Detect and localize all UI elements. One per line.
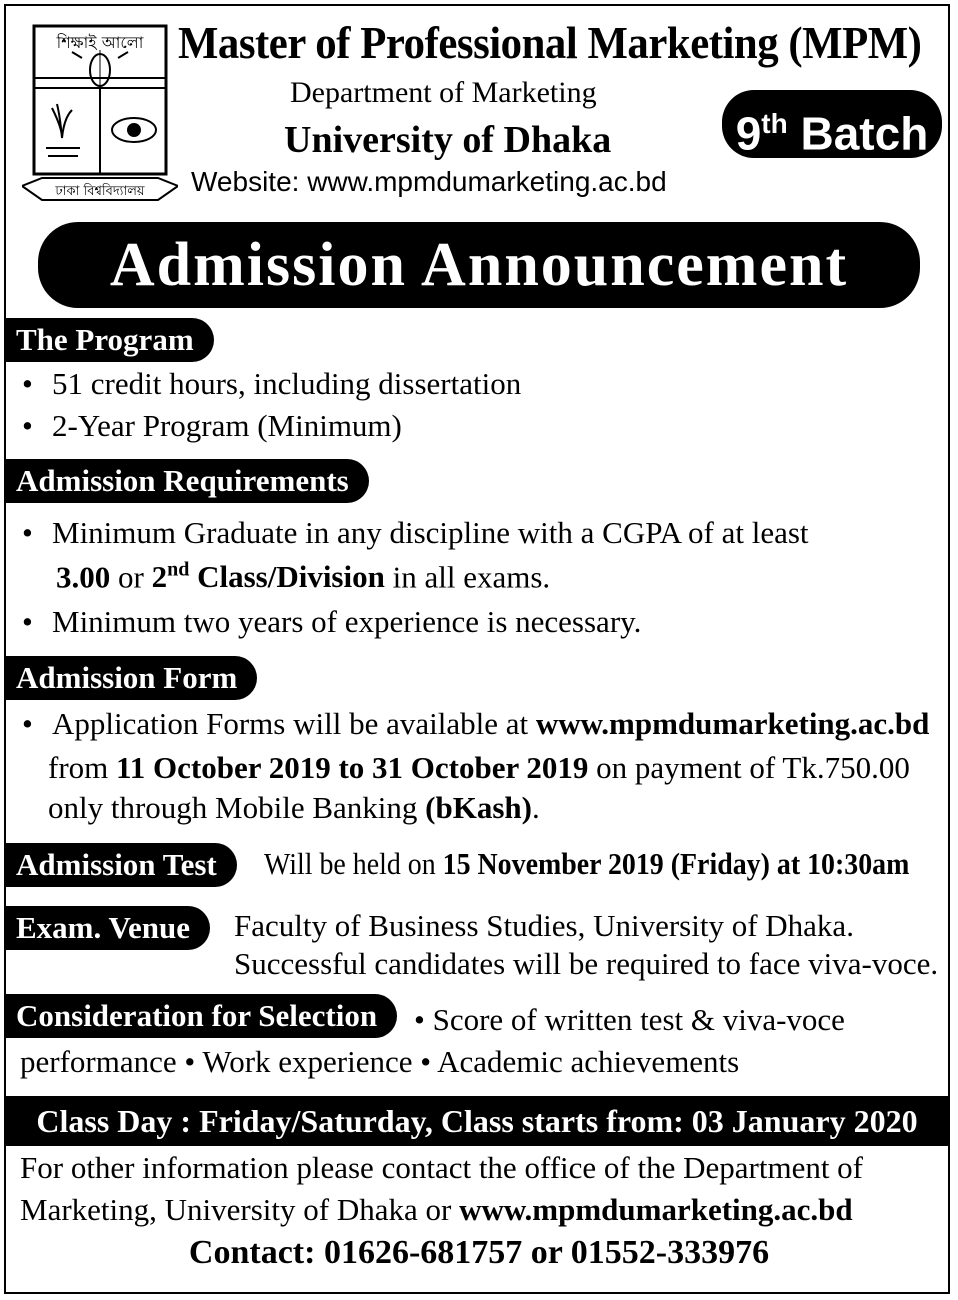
list-item: • 51 credit hours, including dissertation	[22, 366, 522, 401]
requirements-heading: Admission Requirements	[6, 459, 369, 503]
form-line-3: only through Mobile Banking (bKash).	[48, 790, 540, 825]
bkash-text: (bKash)	[425, 790, 532, 825]
form-line-2: from 11 October 2019 to 31 October 2019 on payment of Tk.750.00	[48, 750, 910, 785]
program-title: Master of Professional Marketing (MPM)	[178, 17, 922, 68]
venue-heading: Exam. Venue	[6, 906, 210, 950]
batch-suffix: th	[761, 108, 788, 139]
program-item-1: 51 credit hours, including dissertation	[52, 366, 522, 401]
requirement-1-line1: Minimum Graduate in any discipline with a CGPA of at least	[52, 515, 809, 550]
selection-line-2: performance • Work experience • Academic achievements	[20, 1044, 740, 1079]
test-date: 15 November 2019 (Friday) at 10:30am	[442, 846, 910, 881]
footer-line-2: Marketing, University of Dhaka or www.mpmdumarketing.ac.bd	[20, 1192, 853, 1227]
batch-badge	[722, 90, 942, 158]
university-logo	[22, 18, 178, 204]
test-details: Will be held on 15 November 2019 (Friday) at 10:30am	[264, 846, 910, 881]
footer-url: www.mpmdumarketing.ac.bd	[459, 1192, 853, 1227]
venue-line-1: Faculty of Business Studies, University of Dhaka.	[234, 908, 854, 943]
list-item: • Minimum two years of experience is necessary.	[22, 604, 642, 639]
program-heading: The Program	[6, 318, 214, 362]
university-name: University of Dhaka	[284, 119, 612, 161]
logo-motto-text: শিক্ষাই আলো	[56, 33, 144, 52]
selection-heading: Consideration for Selection	[6, 994, 397, 1038]
test-heading: Admission Test	[6, 843, 237, 887]
program-item-2: 2-Year Program (Minimum)	[52, 408, 402, 443]
class-division: 2nd Class/Division	[151, 559, 385, 595]
batch-word: Batch	[787, 107, 929, 160]
requirement-1-line2	[56, 559, 550, 595]
form-dates: 11 October 2019 to 31 October 2019	[116, 750, 589, 785]
requirement-tail: in all exams.	[384, 559, 551, 595]
footer-line-1: For other information please contact the office of the Department of	[20, 1150, 864, 1185]
department-name: Department of Marketing	[290, 76, 597, 109]
website-line: Website: www.mpmdumarketing.ac.bd	[191, 166, 667, 197]
or-text: or	[110, 559, 152, 595]
list-item: • 2-Year Program (Minimum)	[22, 408, 402, 443]
class-day-bar: Class Day : Friday/Saturday, Class starts from: 03 January 2020	[6, 1096, 948, 1146]
contact-line: Contact: 01626-681757 or 01552-333976	[188, 1234, 770, 1271]
requirement-2: Minimum two years of experience is necessary.	[52, 604, 642, 639]
logo-name-text: ঢাকা বিশ্ববিদ্যালয়	[55, 184, 145, 199]
list-item: • Minimum Graduate in any discipline with a CGPA of at least	[22, 515, 809, 550]
batch-number: 9	[735, 107, 762, 160]
form-line-1: • Application Forms will be available at www.mpmdumarketing.ac.bd	[22, 706, 930, 741]
form-heading: Admission Form	[6, 656, 257, 700]
cgpa-value: 3.00	[56, 559, 111, 595]
selection-line-1: • Score of written test & viva-voce	[414, 1002, 845, 1037]
announcement-banner: Admission Announcement	[38, 222, 920, 308]
form-url: www.mpmdumarketing.ac.bd	[535, 706, 930, 741]
venue-line-2: Successful candidates will be required to face viva-voce.	[234, 946, 939, 981]
